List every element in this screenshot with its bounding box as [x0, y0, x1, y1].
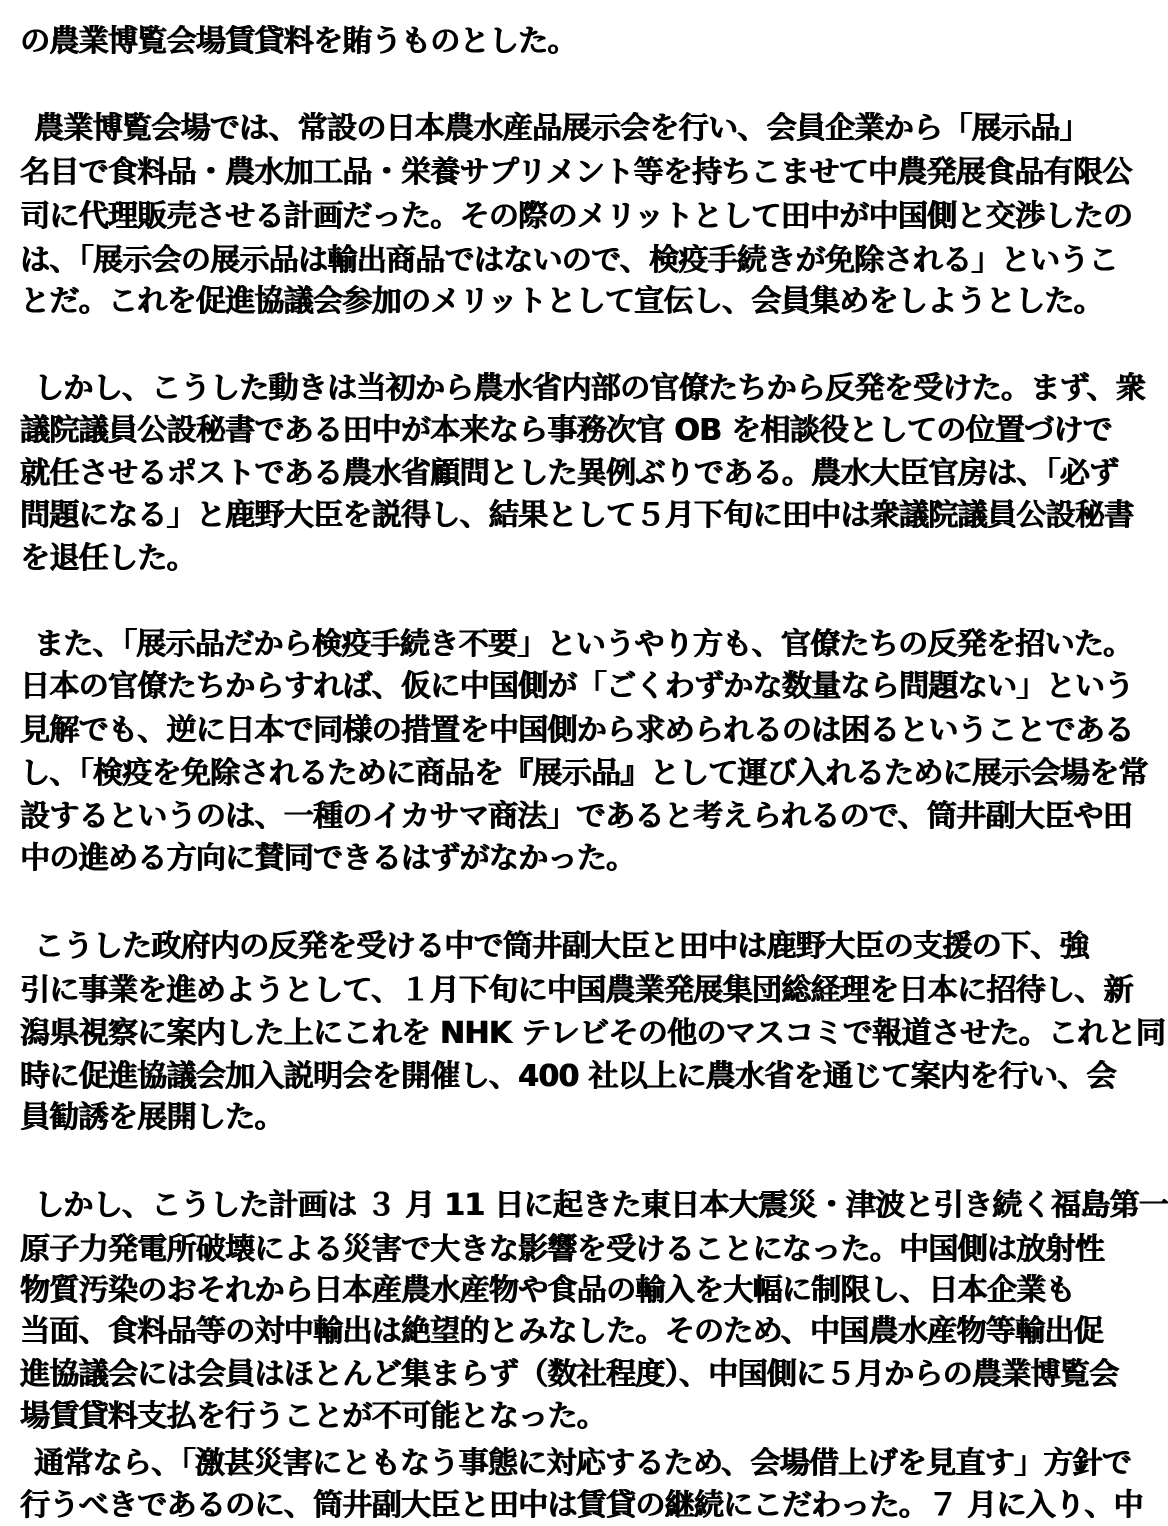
text-line: 時に促進協議会加入説明会を開催し、400 社以上に農水省を通じて案内を行い、会	[20, 1059, 1116, 1094]
text-line: を退任した。	[20, 541, 196, 576]
text-line: しかし、こうした動きは当初から農水省内部の官僚たちから反発を受けた。まず、衆	[34, 371, 1145, 406]
text-line: 通常なら、「激甚災害にともなう事態に対応するため、会場借上げを見直す」方針で	[34, 1446, 1132, 1481]
text-line: 司に代理販売させる計画だった。その際のメリットとして田中が中国側と交渉したの	[20, 199, 1133, 234]
text-line: 物質汚染のおそれから日本産農水産物や食品の輸入を大幅に制限し、日本企業も	[20, 1273, 1075, 1308]
text-line: 名目で食料品・農水加工品・栄養サプリメント等を持ちこませて中農発展食品有限公	[20, 155, 1132, 190]
text-line: 原子力発電所破壊による災害で大きな影響を受けることになった。中国側は放射性	[20, 1232, 1105, 1267]
text-line: 就任させるポストである農水省顧問とした異例ぶりである。農水大臣官房は、「必ず	[20, 456, 1119, 491]
text-line: しかし、こうした計画は ３ 月 11 日に起きた東日本大震災・津波と引き続く福島第一	[34, 1188, 1168, 1223]
text-line: 農業博覧会場では、常設の日本農水産品展示会を行い、会員企業から「展示品」	[34, 111, 1089, 146]
text-line: 員勧誘を展開した。	[20, 1100, 284, 1135]
text-line: 潟県視察に案内した上にこれを NHK テレビその他のマスコミで報道させた。これと同	[20, 1016, 1166, 1051]
text-line: 当面、食料品等の対中輸出は絶望的とみなした。そのため、中国農水産物等輸出促	[20, 1314, 1103, 1349]
text-line: 場賃貸料支払を行うことが不可能となった。	[20, 1399, 606, 1434]
text-line: 設するというのは、一種のイカサマ商法」であると考えられるので、筒井副大臣や田	[20, 799, 1132, 834]
text-line: の農業博覧会場賃貸料を賄うものとした。	[20, 24, 577, 59]
text-line: 進協議会には会員はほとんど集まらず（数社程度）、中国側に５月からの農業博覧会	[20, 1357, 1119, 1392]
text-line: また、「展示品だから検疫手続き不要」というやり方も、官僚たちの反発を招いた。	[34, 627, 1133, 662]
text-line: は、「展示会の展示品は輸出商品ではないので、検疫手続きが免除される」というこ	[20, 243, 1118, 278]
text-line: 中の進める方向に賛同できるはずがなかった。	[20, 841, 636, 876]
text-line: こうした政府内の反発を受ける中で筒井副大臣と田中は鹿野大臣の支援の下、強	[34, 929, 1089, 964]
text-line: とだ。これを促進協議会参加のメリットとして宣伝し、会員集めをしようとした。	[20, 284, 1103, 319]
text-line: 議院議員公設秘書である田中が本来なら事務次官 OB を相談役としての位置づけで	[20, 413, 1112, 448]
text-line: 日本の官僚たちからすれば、仮に中国側が「ごくわずかな数量なら問題ない」という	[20, 669, 1134, 704]
text-line: 問題になる」と鹿野大臣を説得し、結果として５月下旬に田中は衆議院議員公設秘書	[20, 498, 1134, 533]
text-line: し、「検疫を免除されるために商品を『展示品』として運び入れるために展示会場を常	[20, 756, 1148, 791]
text-line: 引に事業を進めようとして、１月下旬に中国農業発展集団総経理を日本に招待し、新	[20, 973, 1133, 1008]
text-line: 行うべきであるのに、筒井副大臣と田中は賃貸の継続にこだわった。７ 月に入り、中	[20, 1488, 1143, 1523]
text-line: 見解でも、逆に日本で同様の措置を中国側から求められるのは困るということである	[20, 713, 1134, 748]
